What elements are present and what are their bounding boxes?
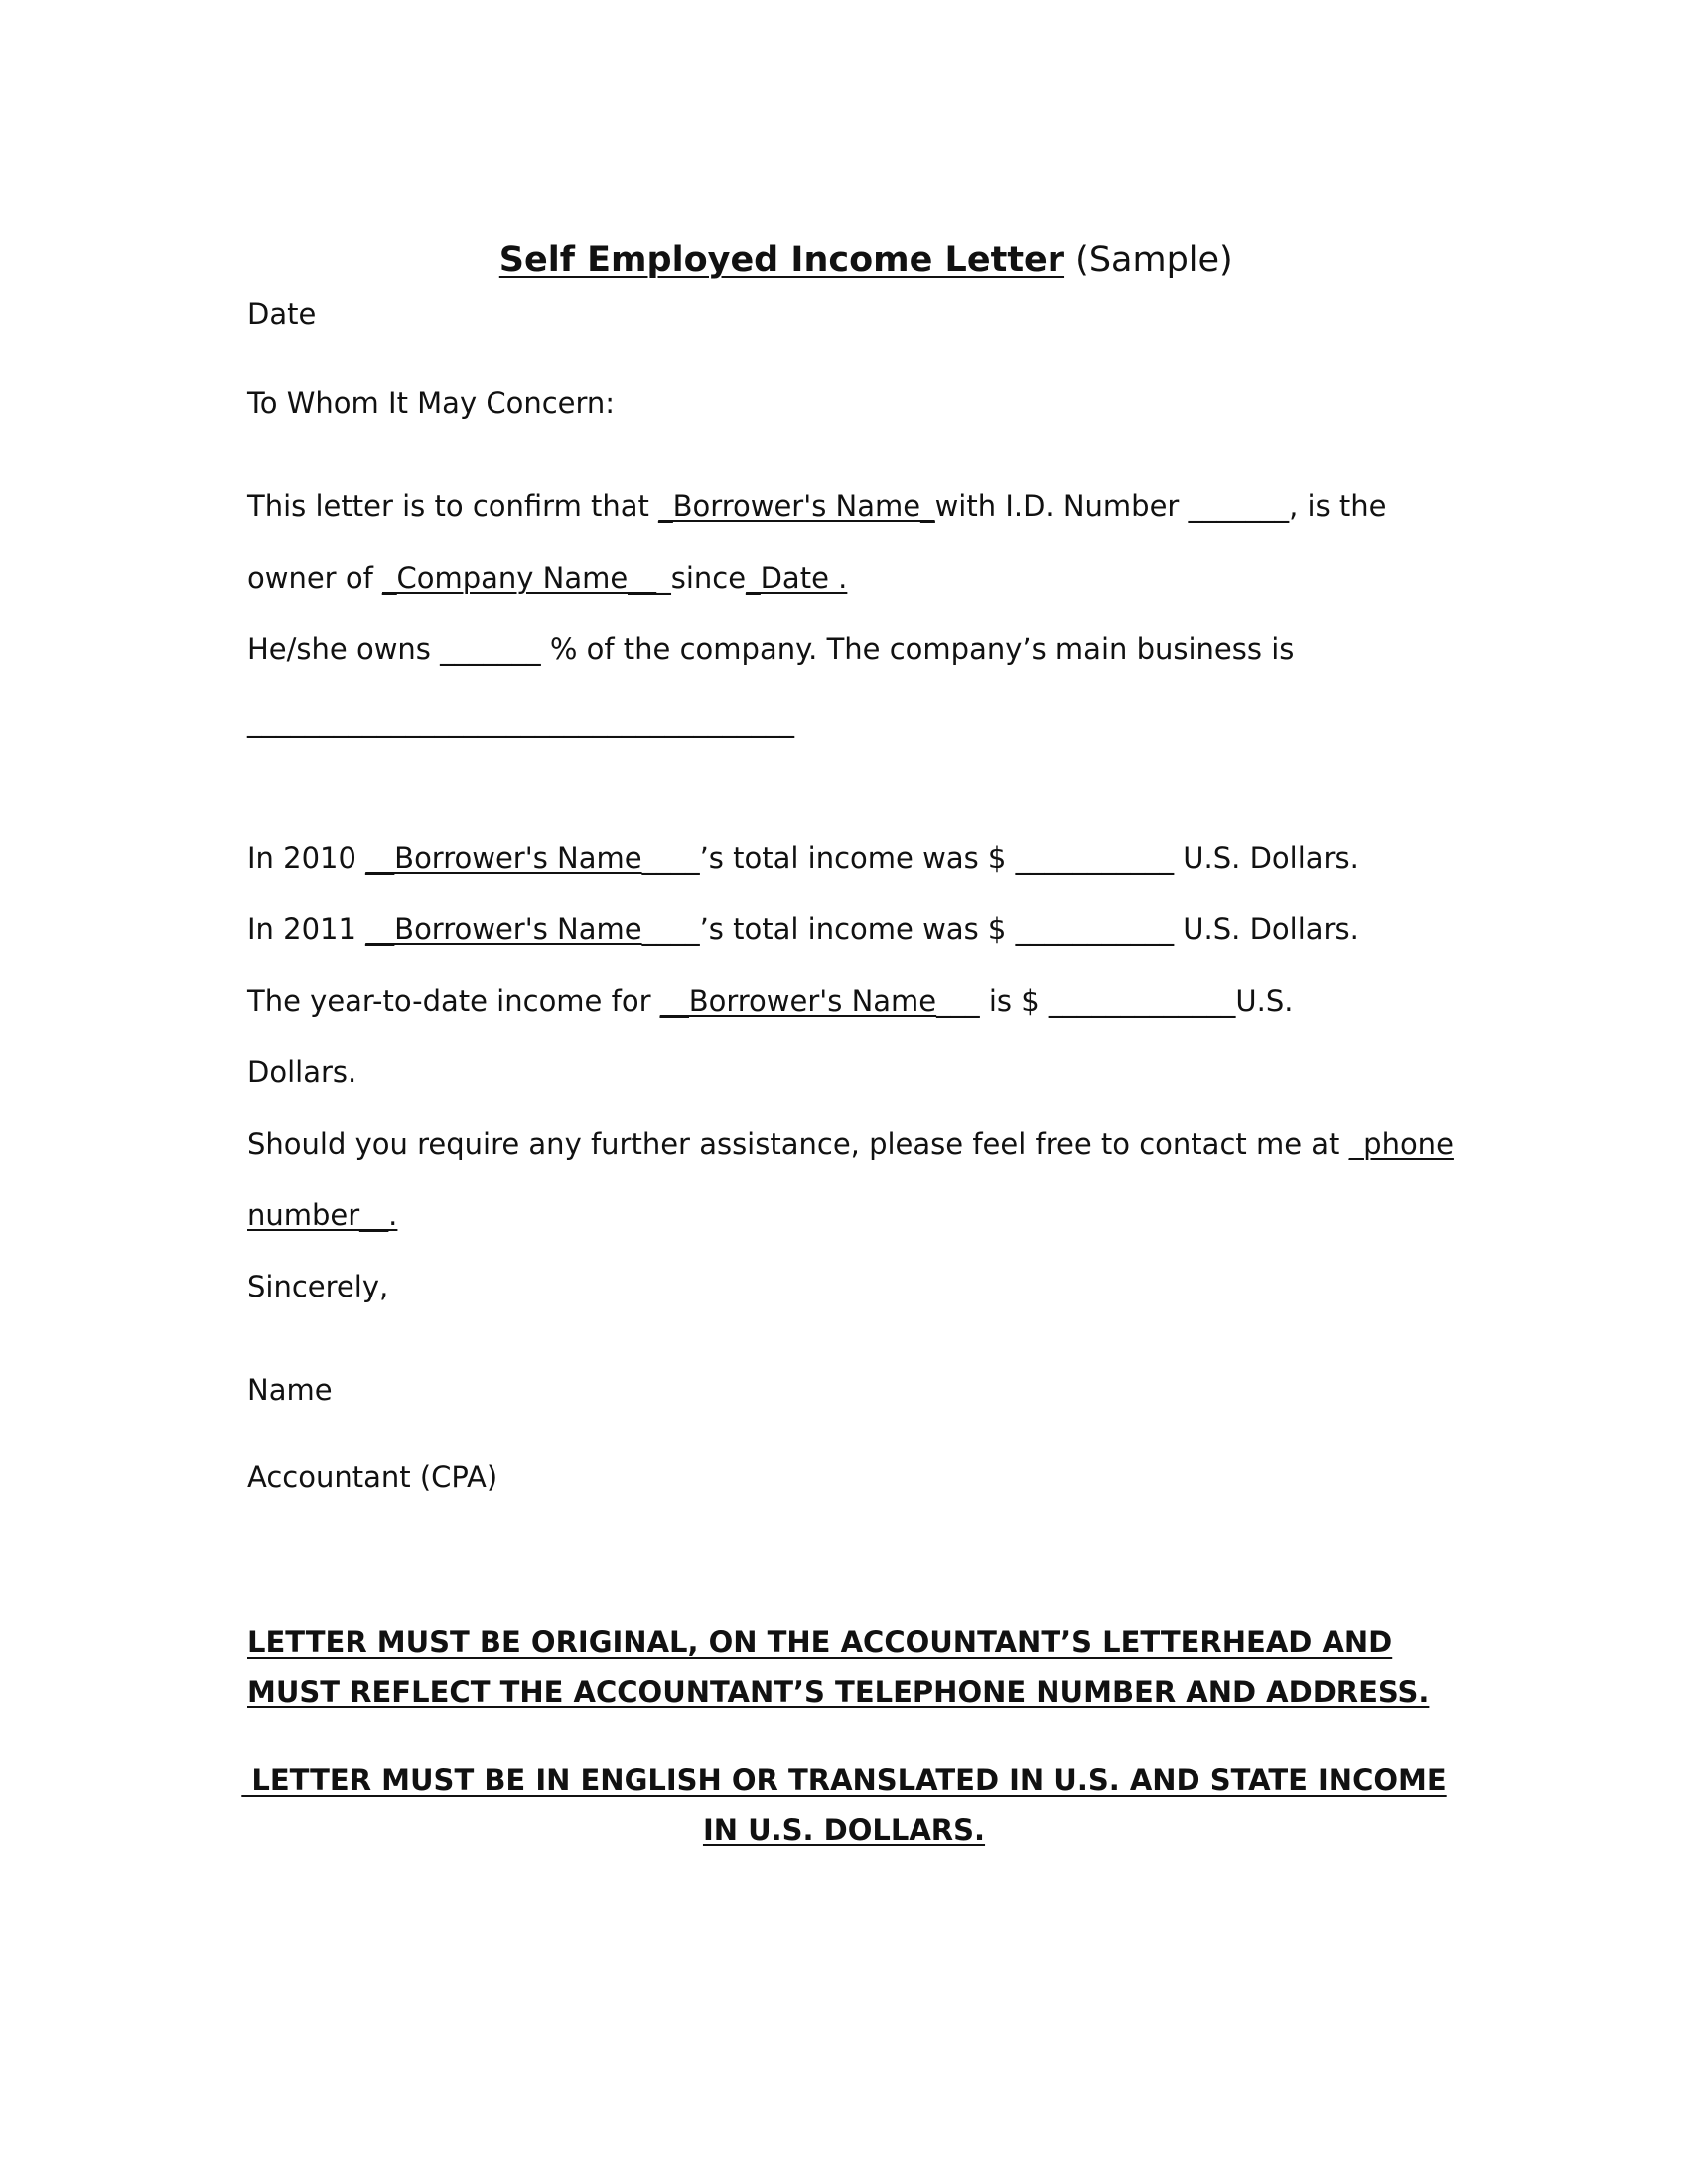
income-2011-post: ____’s total income was $ ___________ U.S. Dollars. (641, 912, 1359, 946)
business-blank: ______________________________________ (247, 704, 794, 738)
confirm-line-2 (247, 558, 847, 598)
owner-mid: _since (656, 561, 747, 595)
contact-pre: Should you require any further assistance, please feel free to contact me at (247, 1127, 1349, 1160)
owns-line: He/she owns _______ % of the company. The company’s main business is (247, 632, 1295, 666)
title-main: Self Employed Income Letter (498, 240, 1065, 280)
confirm-post: with I.D. Number _______, is the (934, 489, 1387, 523)
borrower-name-field-2010: __Borrower's Name (365, 841, 642, 875)
contact-line-1 (247, 1124, 1454, 1163)
closing: Sincerely, (247, 1270, 389, 1303)
income-2010-pre: In 2010 (247, 841, 366, 875)
notice-original-line-1: LETTER MUST BE ORIGINAL, ON THE ACCOUNTANT’S LETTERHEAD AND (247, 1625, 1393, 1659)
income-2011-pre: In 2011 (247, 912, 366, 946)
borrower-name-field: _Borrower's Name_ (658, 489, 935, 523)
phone-field: _phone (1348, 1127, 1454, 1160)
ytd-line-1 (247, 981, 1293, 1021)
notice-english-line-2: IN U.S. DOLLARS. (702, 1813, 986, 1846)
income-2010-line (247, 838, 1359, 878)
notice-original-line-2: MUST REFLECT THE ACCOUNTANT’S TELEPHONE NUMBER AND ADDRESS. (247, 1675, 1430, 1708)
since-date-field: _Date . (746, 561, 848, 595)
company-name-field: _Company Name__ (382, 561, 657, 595)
date-label: Date (247, 297, 317, 331)
salutation: To Whom It May Concern: (247, 386, 616, 420)
borrower-name-field-2011: __Borrower's Name (365, 912, 642, 946)
ytd-pre: The year-to-date income for (247, 984, 660, 1018)
confirm-line-1 (247, 486, 1387, 526)
title-suffix: (Sample) (1064, 240, 1233, 280)
ytd-post: ___ is $ _____________U.S. (936, 984, 1294, 1018)
notice-english-line-1: LETTER MUST BE IN ENGLISH OR TRANSLATED IN U.S. AND STATE INCOME (241, 1763, 1447, 1797)
income-2011-line (247, 909, 1359, 949)
borrower-name-field-ytd: __Borrower's Name (659, 984, 937, 1018)
confirm-pre: This letter is to confirm that (247, 489, 659, 523)
contact-line-2: number__. (247, 1198, 398, 1232)
signer-title: Accountant (CPA) (247, 1460, 498, 1494)
ytd-line-2: Dollars. (247, 1055, 357, 1089)
income-2010-post: ____’s total income was $ ___________ U.S. Dollars. (641, 841, 1359, 875)
owner-pre: owner of (247, 561, 382, 595)
signer-name: Name (247, 1373, 333, 1407)
